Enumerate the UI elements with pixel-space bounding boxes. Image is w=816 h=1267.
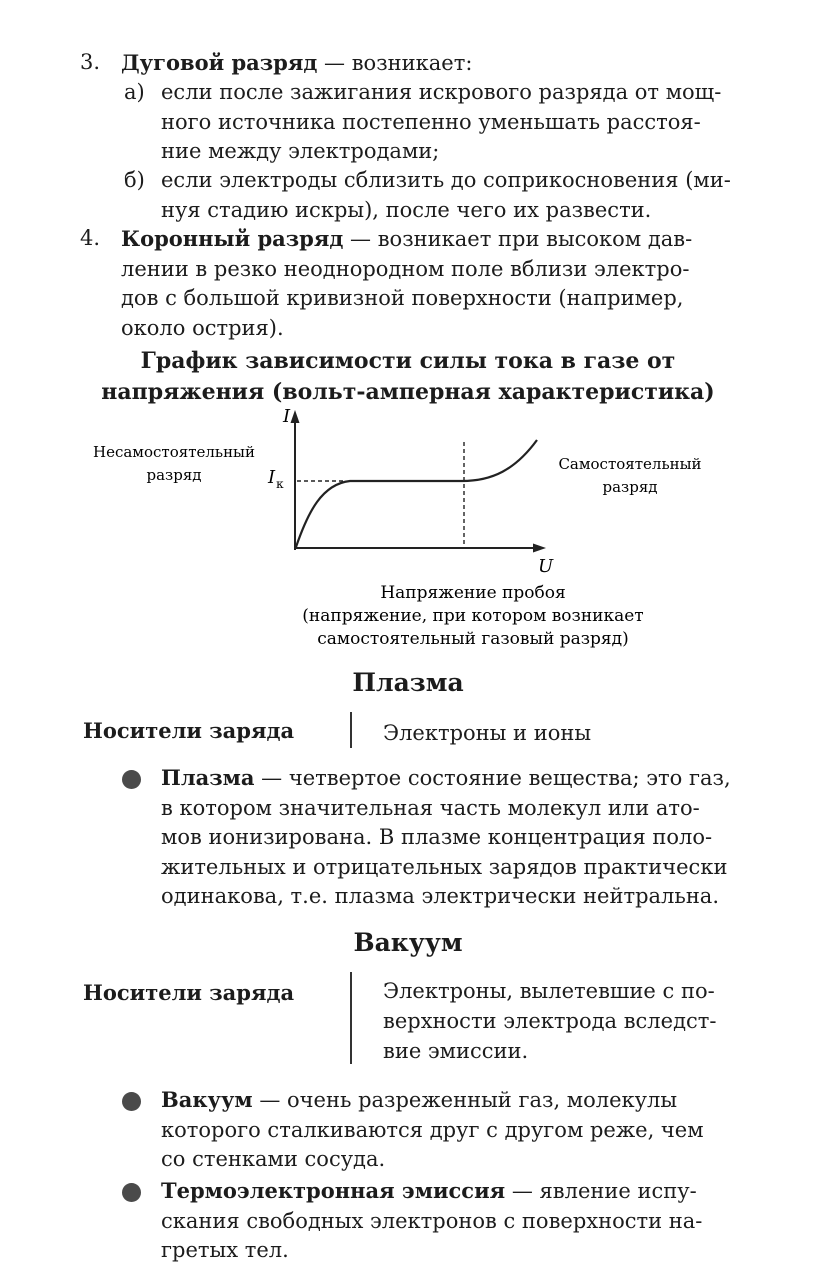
self-discharge-label-2: разряд bbox=[602, 478, 658, 496]
item-term: Коронный разряд bbox=[121, 226, 344, 251]
y-axis-arrow bbox=[291, 410, 300, 423]
breakdown-caption-3: самостоятельный газовый разряд) bbox=[317, 629, 629, 649]
text-line-rest: — возникает при высоком дав- bbox=[343, 227, 693, 251]
ik-sub: к bbox=[276, 477, 284, 491]
text-line: вие эмиссии. bbox=[383, 1039, 529, 1063]
bullet-icon bbox=[122, 1183, 141, 1202]
text-line: в котором значительная часть молекул или ато- bbox=[161, 795, 700, 820]
plasma-divider bbox=[350, 712, 352, 748]
text-line: если после зажигания искрового разряда от мощ- bbox=[161, 80, 722, 104]
text-line: одинакова, т.е. плазма электрически нейтральна. bbox=[161, 884, 720, 908]
breakdown-caption: Напряжение пробоя bbox=[380, 583, 566, 603]
plasma-carriers-value: Электроны и ионы bbox=[383, 721, 592, 745]
plasma-carriers-label: Носители заряда bbox=[83, 718, 295, 743]
sub-item-text bbox=[161, 78, 761, 167]
iv-curve bbox=[296, 440, 537, 547]
self-discharge-label: Самостоятельный bbox=[558, 455, 702, 473]
text-line: мов ионизирована. В плазме концентрация поло- bbox=[161, 825, 713, 849]
text-line-rest: — четвертое состояние вещества; это газ, bbox=[254, 766, 731, 790]
non-self-discharge-label-2: разряд bbox=[146, 466, 202, 484]
text-line: жительных и отрицательных зарядов практически bbox=[161, 854, 728, 879]
non-self-discharge-label: Несамостоятельный bbox=[93, 443, 255, 461]
vacuum-divider bbox=[350, 972, 352, 1064]
text-line: лении в резко неоднородном поле вблизи электро- bbox=[121, 256, 690, 281]
text-line: гретых тел. bbox=[161, 1238, 289, 1262]
text-line bbox=[161, 763, 771, 794]
text-line: скания свободных электронов с поверхности на- bbox=[161, 1208, 703, 1233]
vacuum-title: Вакуум bbox=[353, 928, 463, 957]
bullet-icon bbox=[122, 770, 141, 789]
bullet-icon bbox=[122, 1092, 141, 1111]
x-axis-label: U bbox=[538, 556, 554, 577]
sub-label: б) bbox=[124, 168, 145, 192]
graph-title bbox=[78, 346, 738, 408]
text-line: ного источника постепенно уменьшать расстоя- bbox=[161, 109, 701, 134]
ik-main: I bbox=[268, 467, 276, 488]
plasma-definition bbox=[161, 763, 771, 912]
text-line: ние между электродами; bbox=[161, 139, 440, 163]
text-line: которого сталкиваются друг с другом реже, чем bbox=[161, 1117, 704, 1142]
sub-item-text bbox=[161, 166, 761, 225]
text-line: около острия). bbox=[121, 315, 284, 340]
item-heading bbox=[121, 48, 761, 79]
text-line-rest: — явление испу- bbox=[505, 1179, 697, 1203]
y-axis-label: I bbox=[283, 406, 291, 427]
text-line: если электроды сблизить до соприкосновения (ми- bbox=[161, 168, 731, 192]
text-line: дов с большой кривизной поверхности (например, bbox=[121, 286, 684, 310]
vacuum-term: Вакуум bbox=[161, 1087, 253, 1112]
vacuum-carriers-label: Носители заряда bbox=[83, 980, 295, 1005]
vacuum-carriers-value bbox=[383, 976, 763, 1066]
text-line: верхности электрода вследст- bbox=[383, 1009, 717, 1033]
plasma-title: Плазма bbox=[352, 668, 464, 697]
text-line bbox=[161, 1176, 771, 1207]
iv-characteristic-graph bbox=[0, 400, 816, 660]
item-heading-rest: — возникает: bbox=[317, 51, 473, 75]
item-term: Дуговой разряд bbox=[121, 50, 318, 75]
thermionic-emission-definition bbox=[161, 1176, 771, 1266]
item-text bbox=[121, 224, 761, 343]
text-line bbox=[161, 1085, 771, 1116]
graph-title-line: напряжения (вольт-амперная характеристика) bbox=[101, 379, 715, 405]
thermionic-emission-term: Термоэлектронная эмиссия bbox=[161, 1178, 506, 1203]
text-line-rest: — очень разреженный газ, молекулы bbox=[252, 1088, 678, 1112]
text-line: Электроны, вылетевшие с по- bbox=[383, 979, 715, 1003]
text-line bbox=[121, 224, 761, 255]
graph-title-line: График зависимости силы тока в газе от bbox=[140, 348, 676, 374]
item-number: 3. bbox=[80, 50, 101, 74]
vacuum-definition bbox=[161, 1085, 771, 1175]
text-line: со стенками сосуда. bbox=[161, 1147, 386, 1171]
plasma-term: Плазма bbox=[161, 765, 255, 790]
x-axis-arrow bbox=[533, 544, 546, 553]
item-number: 4. bbox=[80, 226, 101, 250]
sub-label: а) bbox=[124, 80, 145, 104]
breakdown-caption-2: (напряжение, при котором возникает bbox=[302, 606, 644, 626]
text-line: нуя стадию искры), после чего их развести. bbox=[161, 197, 652, 222]
ik-label bbox=[267, 467, 284, 491]
